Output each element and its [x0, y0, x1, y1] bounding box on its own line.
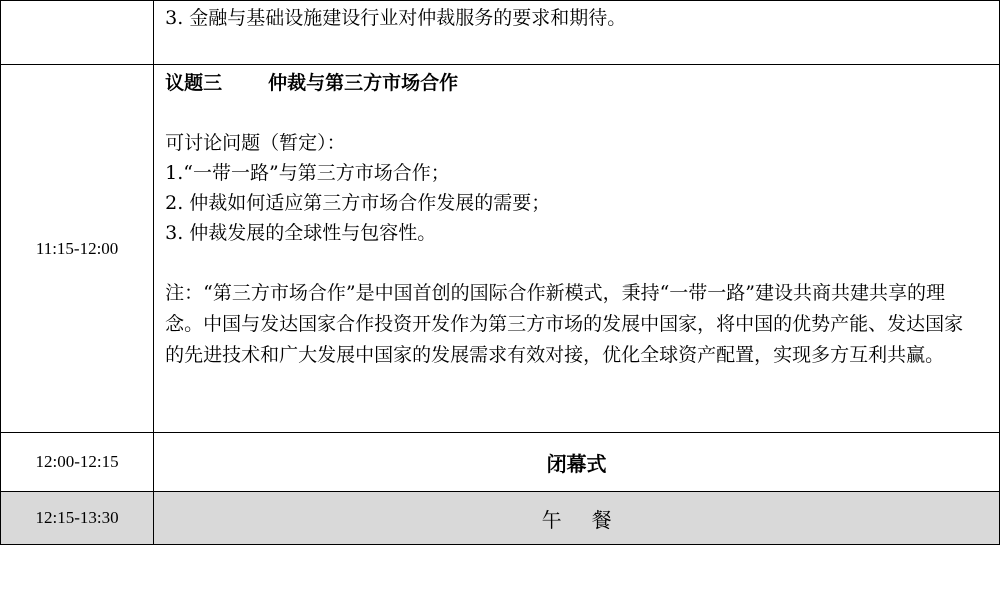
topic-number: 议题三 — [165, 72, 223, 94]
topic-title: 仲裁与第三方市场合作 — [268, 72, 459, 94]
content-cell — [154, 1, 1000, 65]
closing-ceremony-label: 闭幕式 — [154, 433, 1000, 492]
time-cell: 12:15-13:30 — [1, 492, 154, 545]
question-item: 3. 金融与基础设施建设行业对仲裁服务的要求和期待。 — [165, 7, 627, 29]
question-item: 1.“一带一路”与第三方市场合作； — [165, 162, 450, 184]
questions-heading: 可讨论问题（暂定）： — [165, 132, 346, 154]
content-cell — [154, 65, 1000, 433]
agenda-row — [1, 433, 1000, 492]
topic-heading — [165, 68, 999, 98]
time-cell: 12:00-12:15 — [1, 433, 154, 492]
question-item: 3. 仲裁发展的全球性与包容性。 — [165, 222, 437, 244]
agenda-row-lunch — [1, 492, 1000, 545]
question-item: 2. 仲裁如何适应第三方市场合作发展的需要； — [165, 192, 551, 214]
agenda-row — [1, 65, 1000, 433]
lunch-label-part: 午 — [541, 507, 562, 532]
time-cell — [1, 1, 154, 65]
note-paragraph: 注：“第三方市场合作”是中国首创的国际合作新模式，秉持“一带一路”建设共商共建共享的理念。中国与发达国家合作投资开发作为第三方市场的发展中国家，将中国的优势产能、发达国家的先进技术和广大发展中国家的发展需求有效对接，优化全球资产配置，实现多方互利共赢。 — [165, 282, 964, 366]
agenda-row — [1, 1, 1000, 65]
time-cell: 11:15-12:00 — [1, 65, 154, 433]
lunch-label-part: 餐 — [591, 507, 612, 532]
lunch-label — [154, 492, 1000, 545]
